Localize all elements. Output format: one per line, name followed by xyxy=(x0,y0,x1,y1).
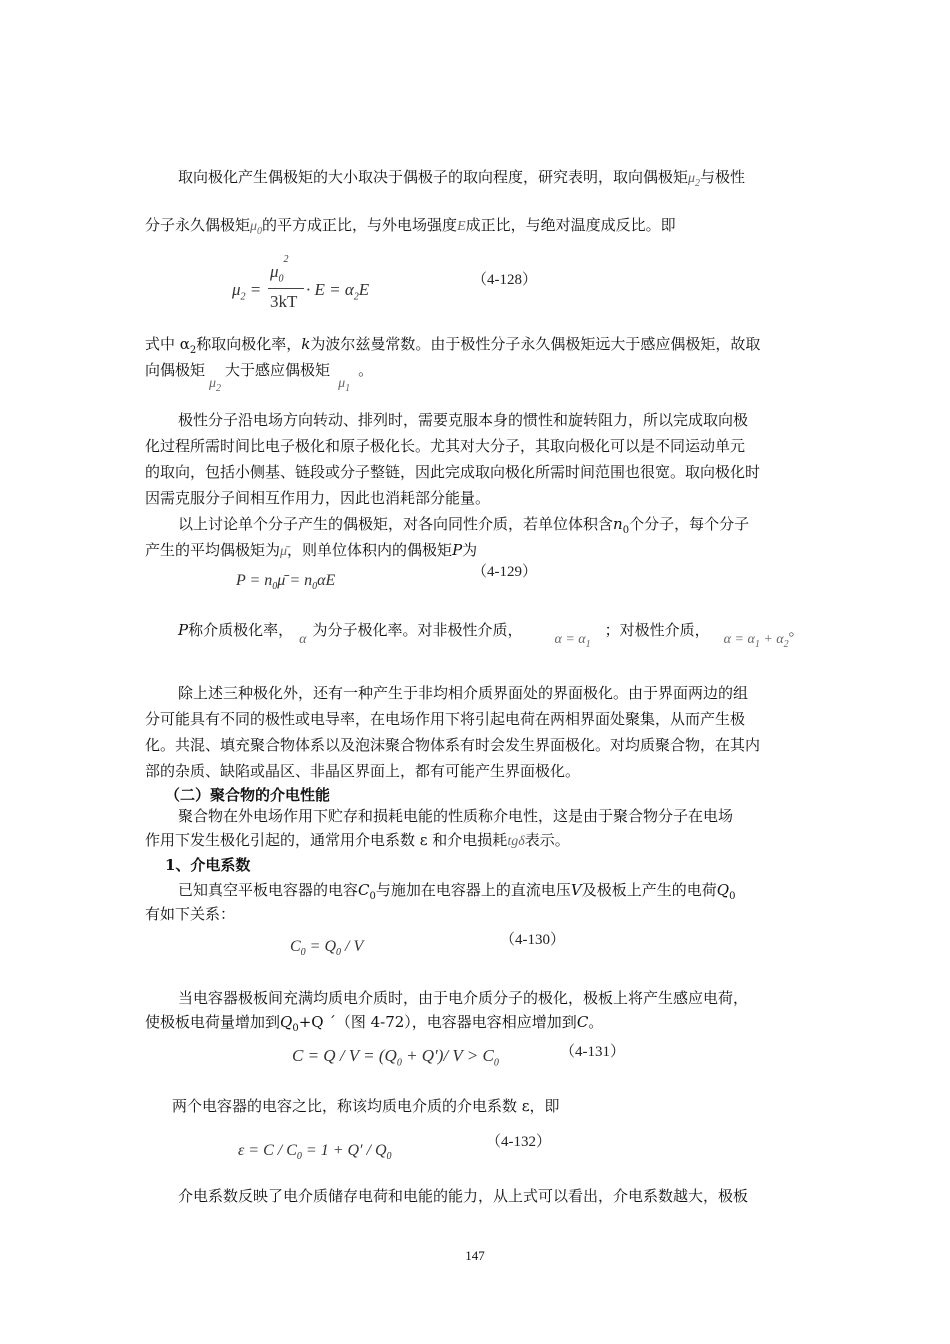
para6-line3: 化。共混、填充聚合物体系以及泡沫聚合物体系有时会发生界面极化。对均质聚合物，在其内 xyxy=(145,736,761,754)
equation-4-131: $C = Q / V = (Q_0 + Q')/$ $V > C_0$ xyxy=(292,1046,499,1069)
para6-line1: 除上述三种极化外，还有一种产生于非均相介质界面处的界面极化。由于界面两边的组 xyxy=(178,684,749,702)
mu1-symbol: $\mu_1$ xyxy=(338,376,351,394)
equation-number-4-131: （4-131） xyxy=(560,1044,625,1060)
equation-4-129: $P = n_0\mū = n_0\alpha E$ xyxy=(236,572,336,593)
para8-line2: 有如下关系： xyxy=(145,905,236,923)
fraction-numerator: $\mu_0^2$ xyxy=(270,254,289,285)
para5-line1: P称介质极化率，α为分子极化率。对非极性介质，$\alpha = \alpha_1$；对极性介质，$\alpha = \alpha_1 + \alpha_2$。 xyxy=(178,621,804,650)
para1-line1: 取向极化产生偶极矩的大小取决于偶极子的取向程度，研究表明，取向偶极矩$\mu_2$与极性 xyxy=(178,168,746,189)
section-heading: （二）聚合物的介电性能 xyxy=(165,786,331,804)
para3-line1: 极性分子沿电场方向转动、排列时，需要克服本身的惯性和旋转阻力，所以完成取向极 xyxy=(178,411,749,429)
para10: 两个电容器的电容之比，称该均质电介质的介电系数 ε，即 xyxy=(172,1097,560,1115)
para4-line1: 以上讨论单个分子产生的偶极矩，对各向同性介质，若单位体积含$n_0$个分子，每个分子 xyxy=(178,515,750,536)
para2-line1: 式中 $\alpha_2$称取向极化率，k为波尔兹曼常数。由于极性分子永久偶极矩远大于感应偶极矩，故取 xyxy=(145,335,761,356)
para7-line2: 作用下发生极化引起的，通常用介电系数 ε 和介电损耗tgδ表示。 xyxy=(145,831,570,849)
subsection-heading: 1、介电系数 xyxy=(165,856,251,874)
equation-4-132: $\varepsilon = C / C_0 = 1 + Q' / Q_0$ xyxy=(238,1142,392,1163)
para4-line2: 产生的平均偶极矩为μ̄，则单位体积内的偶极矩P为 xyxy=(145,541,478,559)
equation-number-4-132: （4-132） xyxy=(486,1134,551,1150)
E-symbol: E xyxy=(457,219,466,234)
document-page: 取向极化产生偶极矩的大小取决于偶极子的取向程度，研究表明，取向偶极矩$\mu_2$与极性 分子永久偶极矩$\mu_0$的平方成正比，与外电场强度E成正比，与绝对温度成反比。即 $\mu_2$ = $\mu_0^2$ 3kT · $E = \alpha_2E$ （4-128） 式中 $\alpha_2$称取向极化率，k为波尔兹曼常数。由于极性分子永久偶极矩远大于感应偶极矩，故取 向偶极矩$\mu_2$大于感应偶极矩$\mu_1$。 极性分子沿电场方向转动、排列时，需要克服本身的惯性和旋转阻力，所以完成取向极 化过程所需时间比电子极化和原子极化长。尤其对大分子，其取向极化可以是不同运动单元 的取向，包括小侧基、链段或分子整链，因此完成取向极化所需时间范围也很宽。取向极化时 因需克服分子间相互作用力，因此也消耗部分能量。 以上讨论单个分子产生的偶极矩，对各向同性介质，若单位体积含$n_0$个分子，每个分子 产生的平均偶极矩为μ̄，则单位体积内的偶极矩P为 $P = n_0\mū = n_0\alpha E$ （4-129） P称介质极化率，α为分子极化率。对非极性介质，$\alpha = \alpha_1$；对极性介质，$\alpha = \alpha_1 + \alpha_2$。 除上述三种极化外，还有一种产生于非均相介质界面处的界面极化。由于界面两边的组 分可能具有不同的极性或电导率，在电场作用下将引起电荷在两相界面处聚集，从而产生极 化。共混、填充聚合物体系以及泡沫聚合物体系有时会发生界面极化。对均质聚合物，在其内 部的杂质、缺陷或晶区、非晶区界面上，都有可能产生界面极化。 （二）聚合物的介电性能 聚合物在外电场作用下贮存和损耗电能的性质称介电性，这是由于聚合物分子在电场 作用下发生极化引起的，通常用介电系数 ε 和介电损耗tgδ表示。 1、介电系数 已知真空平板电容器的电容$C_0$与施加在电容器上的直流电压V及极板上产生的电荷$Q_0$ 有如下关系： $C_0 = Q_0 / V$ （4-130） 当电容器极板间充满均质电介质时，由于电介质分子的极化，极板上将产生感应电荷， 使极板电荷量增加到$Q_0+Q$ ˊ（图 4-72），电容器电容相应增加到C。 $C = Q / V = (Q_0 + Q')/$ $V > C_0$ （4-131） 两个电容器的电容之比，称该均质电介质的介电系数 ε，即 $\varepsilon = C / C_0 = 1 + Q' / Q_0$ （4-132） 介电系数反映了电介质储存电荷和电能的能力，从上式可以看出，介电系数越大，极板 147 xyxy=(0,0,950,1344)
equation-number-4-128: （4-128） xyxy=(472,272,537,288)
para6-line2: 分可能具有不同的极性或电导率，在电场作用下将引起电荷在两相界面处聚集，从而产生极 xyxy=(145,710,746,728)
para6-line4: 部的杂质、缺陷或晶区、非晶区界面上，都有可能产生界面极化。 xyxy=(145,762,581,780)
equation-number-4-129: （4-129） xyxy=(472,564,537,580)
mu2-symbol: $\mu_2$ xyxy=(688,171,701,189)
para8-line1: 已知真空平板电容器的电容$C_0$与施加在电容器上的直流电压V及极板上产生的电荷$Q_0$ xyxy=(178,881,736,902)
fraction-denominator: 3kT xyxy=(270,292,298,311)
para3-line3: 的取向，包括小侧基、链段或分子整链，因此完成取向极化所需时间范围也很宽。取向极化时 xyxy=(145,463,761,481)
mu0-symbol: $\mu_0$ xyxy=(250,219,263,237)
para2-line2: 向偶极矩$\mu_2$大于感应偶极矩$\mu_1$。 xyxy=(145,361,374,394)
equation-4-130: $C_0 = Q_0 / V$ xyxy=(290,938,364,959)
para1-line2: 分子永久偶极矩$\mu_0$的平方成正比，与外电场强度E成正比，与绝对温度成反比。即 xyxy=(145,216,676,237)
para3-line2: 化过程所需时间比电子极化和原子极化长。尤其对大分子，其取向极化可以是不同运动单元 xyxy=(145,437,746,455)
para3-line4: 因需克服分子间相互作用力，因此也消耗部分能量。 xyxy=(145,489,491,507)
para9-line1: 当电容器极板间充满均质电介质时，由于电介质分子的极化，极板上将产生感应电荷， xyxy=(178,989,749,1007)
equation-number-4-130: （4-130） xyxy=(500,932,565,948)
para9-line2: 使极板电荷量增加到$Q_0+Q$ ˊ（图 4-72），电容器电容相应增加到C。 xyxy=(145,1013,604,1034)
fraction-bar xyxy=(268,288,304,289)
mu2-symbol: $\mu_2$ xyxy=(209,376,222,394)
page-number: 147 xyxy=(465,1248,485,1263)
para11: 介电系数反映了电介质储存电荷和电能的能力，从上式可以看出，介电系数越大，极板 xyxy=(178,1187,749,1205)
para7-line1: 聚合物在外电场作用下贮存和损耗电能的性质称介电性，这是由于聚合物分子在电场 xyxy=(178,807,734,825)
